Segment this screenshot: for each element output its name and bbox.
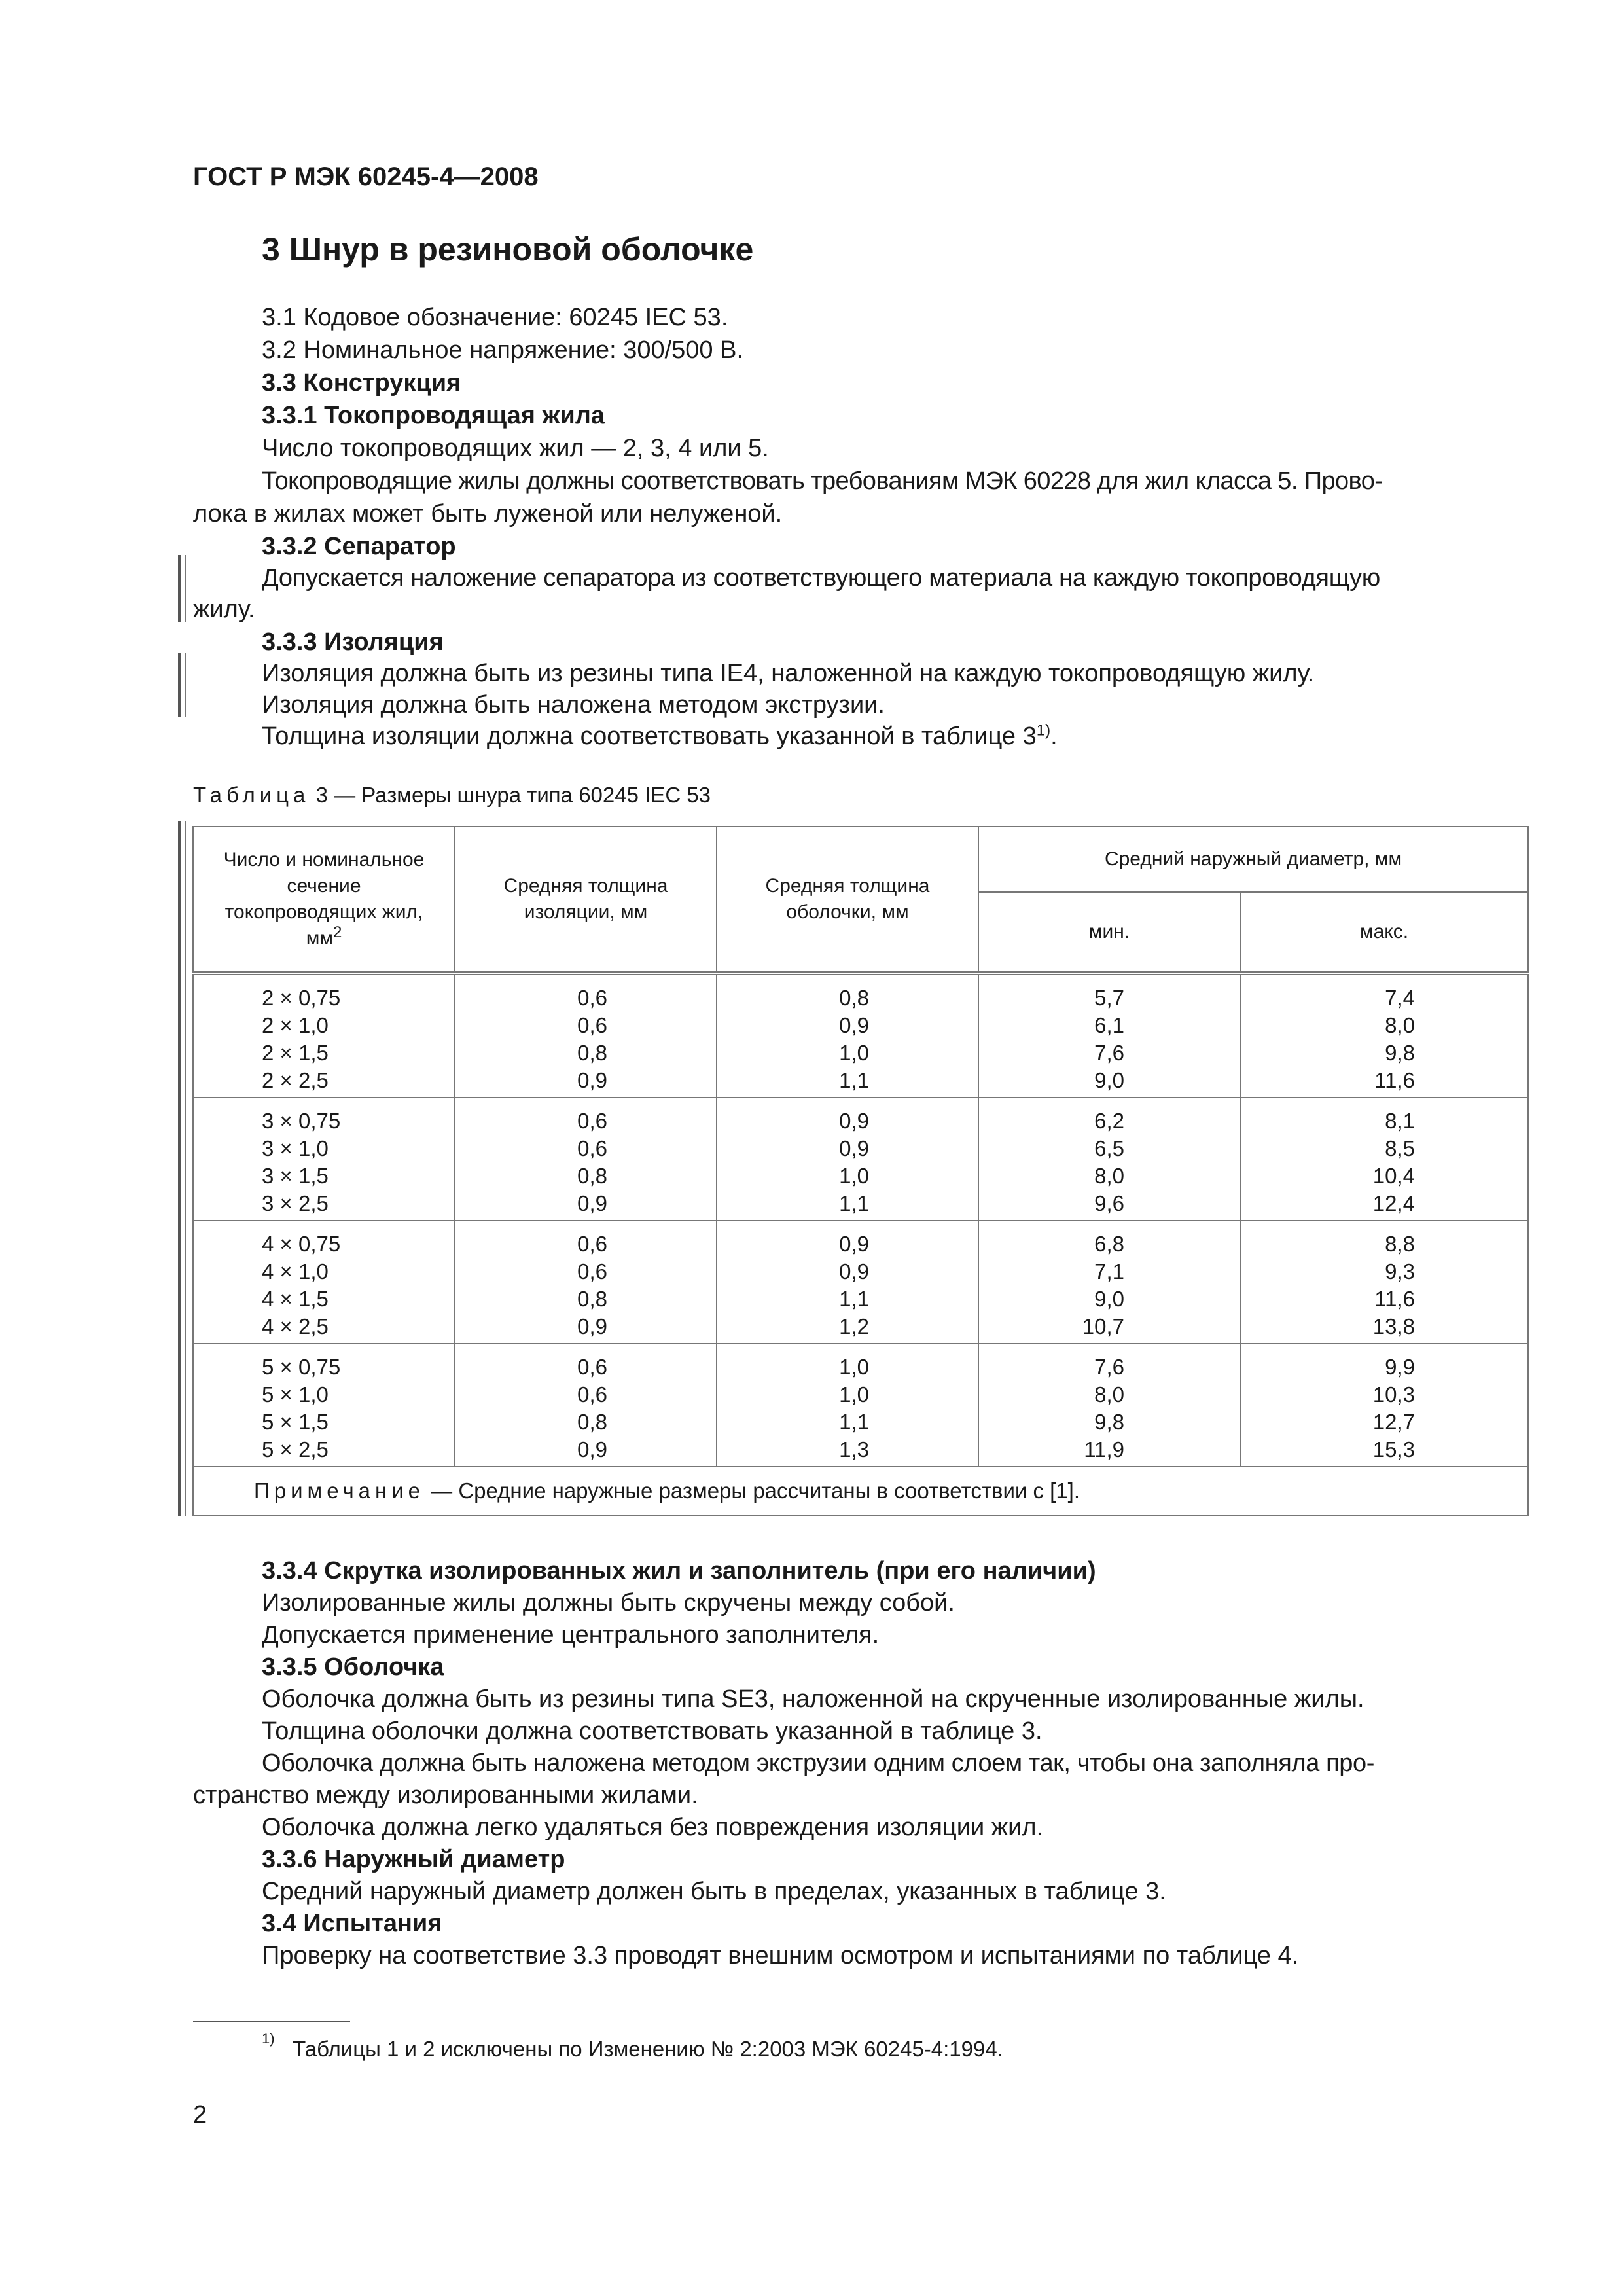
cell-value: 0,8 — [577, 1041, 607, 1065]
cell-value: 1,0 — [839, 1164, 869, 1188]
cell-value: 0,9 — [839, 1259, 869, 1283]
cell-value: 6,8 — [1094, 1232, 1124, 1256]
header-min: мин. — [978, 892, 1240, 973]
cell-value: 6,5 — [1094, 1136, 1124, 1160]
cell-value: 0,9 — [839, 1136, 869, 1160]
cell-value: 4 × 0,75 — [262, 1232, 341, 1256]
table-note-text: — Средние наружные размеры рассчитаны в соответствии с [1]. — [425, 1479, 1080, 1503]
table-cell — [455, 973, 717, 1098]
table-row — [193, 1221, 1528, 1344]
cell-value: 0,6 — [577, 986, 607, 1010]
cell-value: 9,0 — [1094, 1068, 1124, 1092]
table-cell — [193, 1221, 455, 1344]
footnote-separator — [193, 2021, 350, 2022]
cell-value: 8,8 — [1385, 1232, 1416, 1256]
footnote-text: Таблицы 1 и 2 исключены по Изменению № 2:2003 МЭК 60245-4:1994. — [293, 2037, 1003, 2061]
cell-value: 4 × 1,0 — [262, 1259, 329, 1283]
cell-value: 4 × 1,5 — [262, 1287, 329, 1311]
heading-3-3-4: 3.3.4 Скрутка изолированных жил и заполнитель (при его наличии) — [262, 1557, 1096, 1585]
cell-value: 1,1 — [839, 1287, 869, 1311]
cell-value: 0,6 — [577, 1136, 607, 1160]
cell-value: 1,3 — [839, 1437, 869, 1462]
para-3-3-6: Средний наружный диаметр должен быть в пределах, указанных в таблице 3. — [262, 1878, 1166, 1905]
cell-value: 0,9 — [839, 1232, 869, 1256]
cell-value: 0,8 — [839, 986, 869, 1010]
header-insulation-l1: Средняя толщина — [503, 875, 668, 897]
cell-value: 12,4 — [1372, 1191, 1416, 1215]
heading-3-3: 3.3 Конструкция — [262, 369, 461, 397]
cell-value: 0,6 — [577, 1109, 607, 1133]
header-outer-diameter: Средний наружный диаметр, мм — [978, 827, 1528, 892]
cell-value: 8,0 — [1094, 1382, 1124, 1407]
table-note — [193, 1467, 1528, 1515]
heading-3-3-1: 3.3.1 Токопроводящая жила — [262, 402, 605, 429]
cell-value: 3 × 1,0 — [262, 1136, 329, 1160]
table-cell — [978, 1098, 1240, 1221]
cell-value: 6,1 — [1094, 1013, 1124, 1037]
table-cell — [455, 1344, 717, 1467]
table-caption — [193, 783, 711, 808]
cell-value: 2 × 0,75 — [262, 986, 341, 1010]
table-cell — [1240, 973, 1528, 1098]
cell-value: 11,9 — [1084, 1437, 1124, 1462]
cell-value: 5 × 1,0 — [262, 1382, 329, 1407]
header-conductors-l3: токопроводящих жил, — [224, 901, 423, 923]
para-3-3-3c — [262, 720, 1058, 753]
table-header-row — [193, 827, 1528, 892]
cell-value: 10,7 — [1082, 1314, 1124, 1338]
header-insulation — [455, 827, 717, 973]
cell-value: 11,6 — [1374, 1287, 1416, 1311]
cell-value: 0,9 — [577, 1437, 607, 1462]
para-3-3-2-line2: жилу. — [193, 596, 255, 623]
table-caption-title: 3 — Размеры шнура типа 60245 IEC 53 — [315, 783, 711, 807]
cell-value: 5 × 1,5 — [262, 1410, 329, 1434]
cell-value: 3 × 2,5 — [262, 1191, 329, 1215]
cell-value: 12,7 — [1372, 1410, 1416, 1434]
para-3-3-4b: Допускается применение центрального заполнителя. — [262, 1621, 880, 1649]
cell-value: 1,2 — [839, 1314, 869, 1338]
document-header: ГОСТ Р МЭК 60245-4—2008 — [193, 162, 539, 191]
cell-value: 10,4 — [1372, 1164, 1416, 1188]
table-row — [193, 1098, 1528, 1221]
cell-value: 2 × 1,5 — [262, 1041, 329, 1065]
cell-value: 0,9 — [577, 1068, 607, 1092]
cell-value: 7,4 — [1385, 986, 1416, 1010]
table-cell — [978, 973, 1240, 1098]
cell-value: 9,3 — [1385, 1259, 1416, 1283]
heading-3-3-2: 3.3.2 Сепаратор — [262, 533, 456, 560]
cell-value: 7,6 — [1094, 1041, 1124, 1065]
para-3-3-5c-line1: Оболочка должна быть наложена методом экструзии одним слоем так, чтобы она заполняла про- — [262, 1749, 1375, 1777]
table-row — [193, 973, 1528, 1098]
table-cell — [1240, 1098, 1528, 1221]
table-cell — [978, 1221, 1240, 1344]
cell-value: 3 × 1,5 — [262, 1164, 329, 1188]
heading-3-3-5: 3.3.5 Оболочка — [262, 1653, 444, 1681]
para-3-3-1b-line2: лока в жилах может быть луженой или нелуженой. — [193, 500, 783, 528]
cell-value: 5,7 — [1094, 986, 1124, 1010]
cell-value: 0,6 — [577, 1013, 607, 1037]
cell-value: 2 × 1,0 — [262, 1013, 329, 1037]
cell-value: 0,9 — [577, 1314, 607, 1338]
para-3-3-5c-line2: странство между изолированными жилами. — [193, 1782, 698, 1809]
footnote — [262, 2030, 1003, 2062]
cell-value: 8,1 — [1385, 1109, 1416, 1133]
section-title: 3 Шнур в резиновой оболочке — [262, 231, 754, 268]
table-cell — [717, 1344, 978, 1467]
cell-value: 2 × 2,5 — [262, 1068, 329, 1092]
page-number: 2 — [193, 2101, 207, 2128]
heading-3-3-6: 3.3.6 Наружный диаметр — [262, 1846, 565, 1873]
header-sheath — [717, 827, 978, 973]
cell-value: 13,8 — [1372, 1314, 1416, 1338]
cell-value: 8,0 — [1094, 1164, 1124, 1188]
table-cell — [717, 1098, 978, 1221]
cell-value: 0,8 — [577, 1410, 607, 1434]
table-cell — [455, 1098, 717, 1221]
cell-value: 9,9 — [1385, 1355, 1416, 1379]
header-sheath-l1: Средняя толщина — [765, 875, 930, 897]
heading-3-4: 3.4 Испытания — [262, 1910, 442, 1937]
table-cell — [193, 973, 455, 1098]
cell-value: 0,9 — [577, 1191, 607, 1215]
cell-value: 9,8 — [1385, 1041, 1416, 1065]
cell-value: 15,3 — [1372, 1437, 1416, 1462]
header-conductors-l4: мм — [306, 927, 333, 949]
cell-value: 1,0 — [839, 1041, 869, 1065]
para-3-3-3b: Изоляция должна быть наложена методом экструзии. — [262, 691, 885, 719]
para-3-1: 3.1 Кодовое обозначение: 60245 IEC 53. — [262, 304, 728, 331]
header-max: макс. — [1240, 892, 1528, 973]
cell-value: 1,1 — [839, 1410, 869, 1434]
cell-value: 1,1 — [839, 1191, 869, 1215]
cell-value: 1,0 — [839, 1355, 869, 1379]
footnote-mark: 1) — [262, 2030, 275, 2047]
cell-value: 9,0 — [1094, 1287, 1124, 1311]
cell-value: 0,6 — [577, 1232, 607, 1256]
table-cell — [193, 1098, 455, 1221]
cell-value: 3 × 0,75 — [262, 1109, 341, 1133]
para-3-3-3c-end: . — [1050, 723, 1058, 750]
cell-value: 1,1 — [839, 1068, 869, 1092]
cell-value: 9,8 — [1094, 1410, 1124, 1434]
para-3-3-5a: Оболочка должна быть из резины типа SE3, наложенной на скрученные изолированные жилы. — [262, 1685, 1364, 1713]
cell-value: 0,6 — [577, 1259, 607, 1283]
cell-value: 7,1 — [1094, 1259, 1124, 1283]
cell-value: 4 × 2,5 — [262, 1314, 329, 1338]
table-cell — [1240, 1221, 1528, 1344]
cell-value: 11,6 — [1374, 1068, 1416, 1092]
cell-value: 5 × 2,5 — [262, 1437, 329, 1462]
table-cell — [193, 1344, 455, 1467]
heading-3-3-3: 3.3.3 Изоляция — [262, 628, 444, 656]
header-sheath-l2: оболочки, мм — [786, 901, 909, 923]
para-3-3-5d: Оболочка должна легко удаляться без повреждения изоляции жил. — [262, 1814, 1044, 1841]
table-row — [193, 1344, 1528, 1467]
cell-value: 8,0 — [1385, 1013, 1416, 1037]
change-bar — [178, 653, 186, 717]
cell-value: 8,5 — [1385, 1136, 1416, 1160]
cell-value: 10,3 — [1372, 1382, 1416, 1407]
table-note-row — [193, 1467, 1528, 1515]
cell-value: 6,2 — [1094, 1109, 1124, 1133]
para-3-3-3a: Изоляция должна быть из резины типа IE4, наложенной на каждую токопроводящую жилу. — [262, 660, 1315, 687]
cell-value: 0,9 — [839, 1013, 869, 1037]
para-3-2: 3.2 Номинальное напряжение: 300/500 В. — [262, 336, 744, 364]
para-3-3-3c-text: Толщина изоляции должна соответствовать указанной в таблице 3 — [262, 723, 1037, 750]
para-3-3-1b-line1: Токопроводящие жилы должны соответствовать требованиям МЭК 60228 для жил класса 5. Прово- — [262, 467, 1383, 495]
cell-value: 0,8 — [577, 1164, 607, 1188]
cell-value: 7,6 — [1094, 1355, 1124, 1379]
cell-value: 1,0 — [839, 1382, 869, 1407]
para-3-3-2-line1: Допускается наложение сепаратора из соответствующего материала на каждую токопроводящую — [262, 564, 1381, 592]
cell-value: 0,9 — [839, 1109, 869, 1133]
change-bar — [178, 821, 186, 1516]
table-cell — [1240, 1344, 1528, 1467]
para-3-3-4a: Изолированные жилы должны быть скручены между собой. — [262, 1589, 955, 1617]
table-cell — [978, 1344, 1240, 1467]
header-conductors — [193, 827, 455, 973]
dimensions-table — [192, 826, 1529, 1516]
para-3-3-1a: Число токопроводящих жил — 2, 3, 4 или 5. — [262, 435, 769, 462]
table-note-label: Примечание — [254, 1479, 425, 1503]
header-insulation-l2: изоляции, мм — [524, 901, 648, 923]
header-conductors-sup: 2 — [332, 924, 342, 941]
cell-value: 0,6 — [577, 1382, 607, 1407]
cell-value: 0,8 — [577, 1287, 607, 1311]
table-cell — [717, 973, 978, 1098]
cell-value: 9,6 — [1094, 1191, 1124, 1215]
footnote-ref: 1) — [1036, 721, 1051, 740]
change-bar — [178, 555, 186, 622]
header-conductors-l1: Число и номинальное — [223, 849, 425, 870]
cell-value: 5 × 0,75 — [262, 1355, 341, 1379]
para-3-4: Проверку на соответствие 3.3 проводят внешним осмотром и испытаниями по таблице 4. — [262, 1942, 1299, 1969]
header-conductors-l2: сечение — [287, 875, 361, 897]
table-caption-label: Таблица — [193, 783, 310, 807]
para-3-3-5b: Толщина оболочки должна соответствовать указанной в таблице 3. — [262, 1717, 1043, 1745]
table-cell — [717, 1221, 978, 1344]
table-cell — [455, 1221, 717, 1344]
cell-value: 0,6 — [577, 1355, 607, 1379]
